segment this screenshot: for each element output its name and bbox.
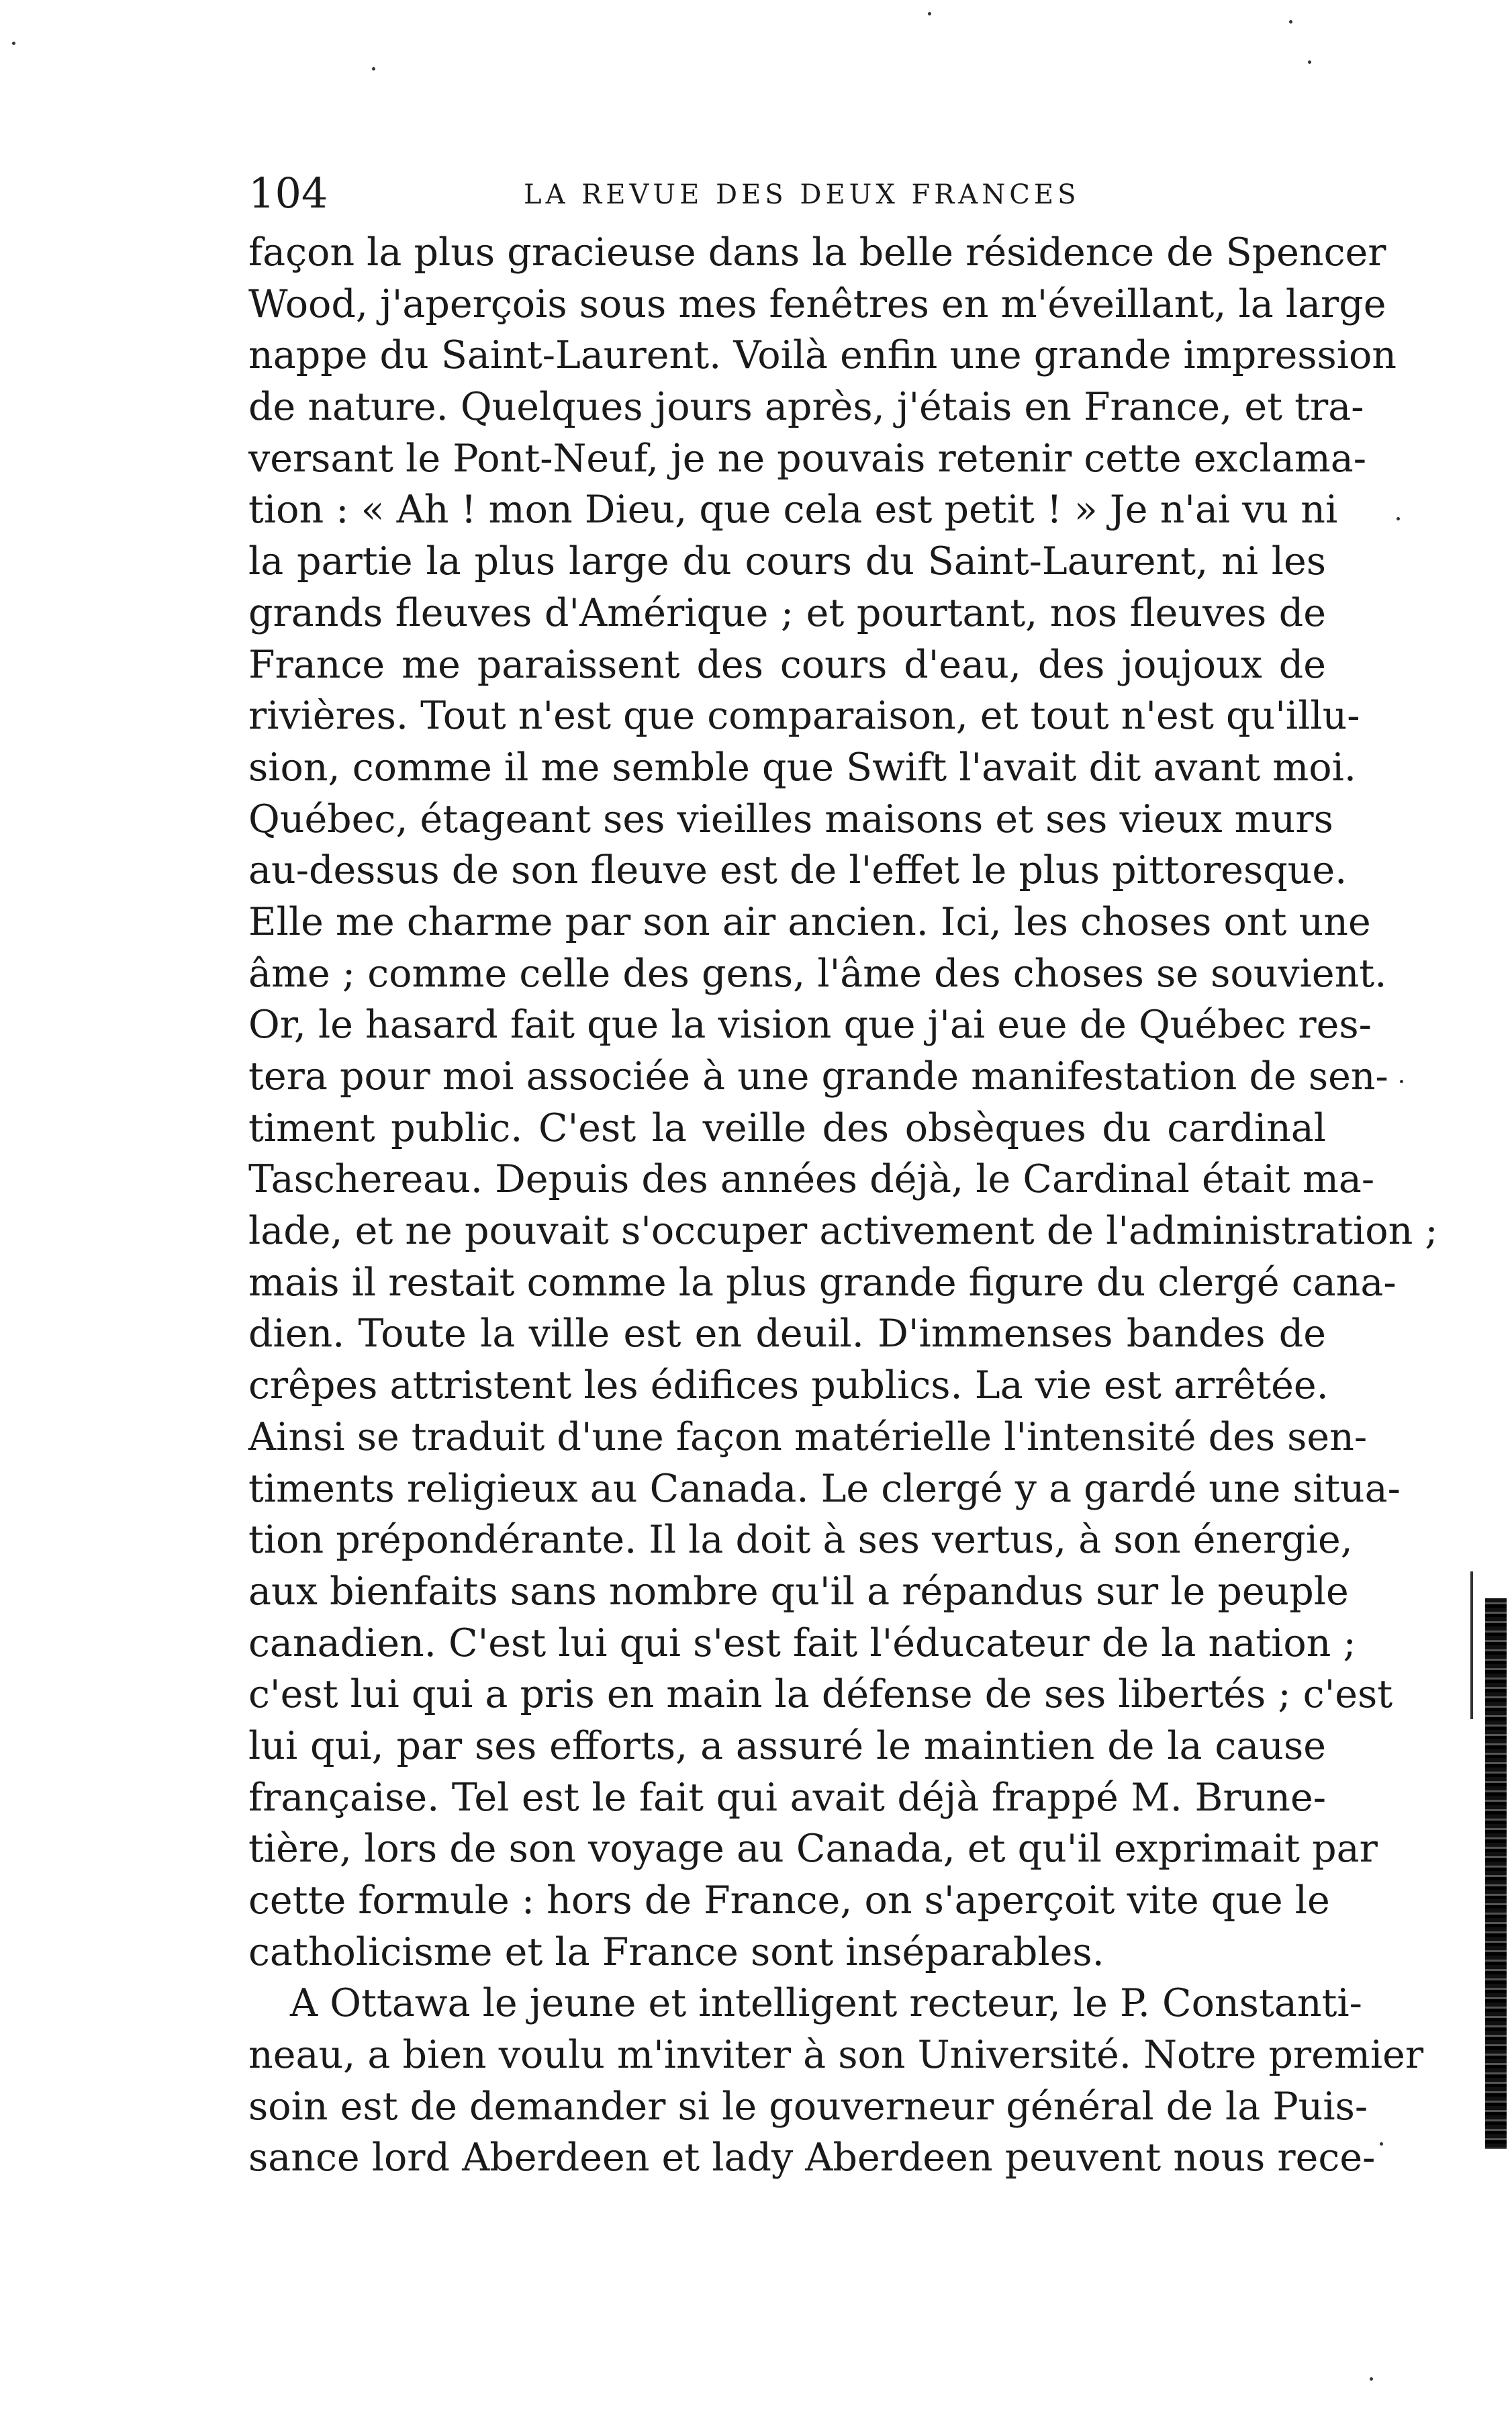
text-line: soin est de demander si le gouverneur général de la Puis- (248, 2084, 1368, 2129)
scan-speck (1400, 1080, 1403, 1083)
text-line: France me paraissent des cours d'eau, des joujoux de (248, 642, 1326, 687)
running-title: LA REVUE DES DEUX FRANCES (524, 179, 1080, 210)
scan-speck (1370, 2377, 1373, 2381)
text-line: nappe du Saint-Laurent. Voilà enfin une grande impression (248, 333, 1397, 378)
text-line: aux bienfaits sans nombre qu'il a répandus sur le peuple (248, 1569, 1349, 1614)
text-line: âme ; comme celle des gens, l'âme des choses se souvient. (248, 951, 1387, 996)
text-line: de nature. Quelques jours après, j'étais en France, et tra- (248, 385, 1364, 430)
text-line: timents religieux au Canada. Le clergé y a gardé une situa- (248, 1466, 1401, 1511)
text-line: cette formule : hors de France, on s'aperçoit vite que le (248, 1878, 1330, 1923)
scan-speck (1380, 2142, 1383, 2146)
scan-edge-line (1470, 1571, 1473, 1719)
text-line: française. Tel est le fait qui avait déjà frappé M. Brune- (248, 1775, 1326, 1820)
text-line: mais il restait comme la plus grande figure du clergé cana- (248, 1260, 1397, 1305)
text-line: la partie la plus large du cours du Saint-Laurent, ni les (248, 539, 1326, 584)
text-line: sion, comme il me semble que Swift l'avait dit avant moi. (248, 745, 1356, 790)
scan-edge-strip (1485, 1598, 1507, 2149)
text-line: Québec, étageant ses vieilles maisons et ses vieux murs (248, 796, 1333, 841)
scan-speck (1397, 517, 1400, 520)
text-line: catholicisme et la France sont inséparables. (248, 1929, 1104, 1974)
text-line: Or, le hasard fait que la vision que j'ai eue de Québec res- (248, 1003, 1372, 1048)
text-line: A Ottawa le jeune et intelligent recteur, le P. Constanti- (290, 1981, 1362, 2026)
text-line: Elle me charme par son air ancien. Ici, les choses ont une (248, 899, 1371, 944)
scan-speck (1308, 60, 1311, 64)
text-line: grands fleuves d'Amérique ; et pourtant, nos fleuves de (248, 590, 1326, 635)
text-line: tion : « Ah ! mon Dieu, que cela est petit ! » Je n'ai vu ni (248, 488, 1338, 533)
text-line: Ainsi se traduit d'une façon matérielle l'intensité des sen- (248, 1414, 1368, 1459)
text-line: lui qui, par ses efforts, a assuré le maintien de la cause (248, 1723, 1326, 1768)
text-line: tière, lors de son voyage au Canada, et qu'il exprimait par (248, 1827, 1378, 1872)
text-line: sance lord Aberdeen et lady Aberdeen peuvent nous rece- (248, 2136, 1376, 2181)
text-line: Taschereau. Depuis des années déjà, le Cardinal était ma- (248, 1157, 1375, 1202)
text-line: c'est lui qui a pris en main la défense de ses libertés ; c'est (248, 1672, 1393, 1717)
scan-speck (1289, 20, 1292, 24)
body-text (248, 227, 1438, 2184)
running-head (248, 167, 1323, 220)
text-line: tion prépondérante. Il la doit à ses vertus, à son énergie, (248, 1518, 1353, 1563)
text-line: timent public. C'est la veille des obsèques du cardinal (248, 1105, 1326, 1150)
text-line: canadien. C'est lui qui s'est fait l'éducateur de la nation ; (248, 1620, 1356, 1665)
text-line: versant le Pont-Neuf, je ne pouvais retenir cette exclama- (248, 436, 1367, 481)
text-line: façon la plus gracieuse dans la belle résidence de Spencer (248, 230, 1386, 275)
text-line: dien. Toute la ville est en deuil. D'immenses bandes de (248, 1312, 1326, 1357)
text-line: au-dessus de son fleuve est de l'effet le plus pittoresque. (248, 848, 1348, 893)
scan-speck (372, 67, 375, 71)
text-line: tera pour moi associée à une grande manifestation de sen- (248, 1054, 1388, 1099)
text-line: Wood, j'aperçois sous mes fenêtres en m'éveillant, la large (248, 281, 1386, 326)
scan-speck (12, 42, 15, 45)
scan-speck (928, 12, 931, 15)
page-number: 104 (248, 169, 328, 218)
text-line: neau, a bien voulu m'inviter à son Université. Notre premier (248, 2033, 1424, 2078)
text-line: lade, et ne pouvait s'occuper activement de l'administration ; (248, 1209, 1438, 1254)
text-line: rivières. Tout n'est que comparaison, et tout n'est qu'illu- (248, 694, 1360, 739)
text-line: crêpes attristent les édifices publics. La vie est arrêtée. (248, 1363, 1329, 1408)
